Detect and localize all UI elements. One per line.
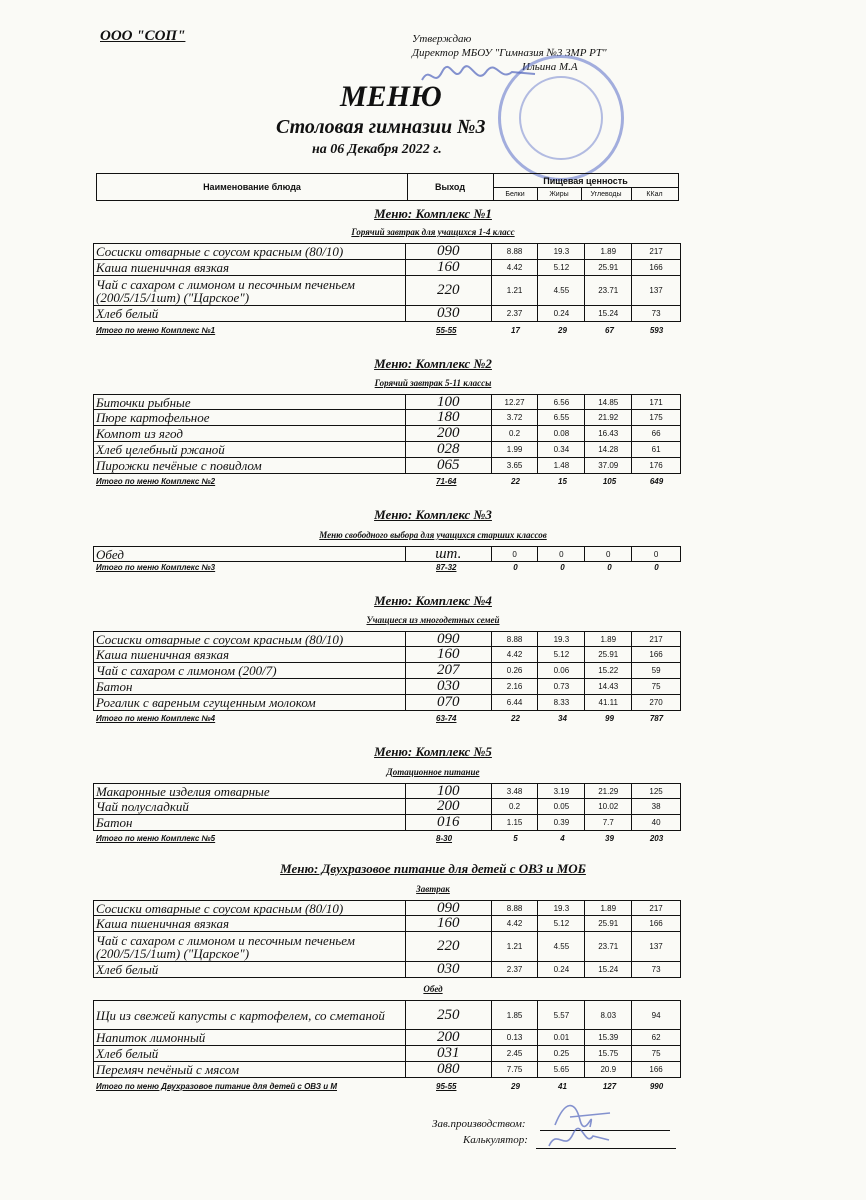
dish-kcal: 73 <box>651 965 661 974</box>
dish-fat: 5.12 <box>538 647 585 662</box>
table-row <box>93 631 681 647</box>
dish-output: 220 <box>406 276 492 305</box>
dish-fat: 1.48 <box>538 458 585 473</box>
total-label: Итого по меню Двухразовое питание для детей с ОВЗ и М <box>96 1082 338 1091</box>
total-price: 55-55 <box>436 326 457 335</box>
dish-name: Чай с сахаром с лимоном (200/7) <box>94 663 406 678</box>
total-kcal: 0 <box>654 563 659 572</box>
dish-output: 090 <box>406 632 492 646</box>
dish-kcal: 62 <box>651 1033 661 1042</box>
dish-fat: 3.19 <box>538 784 585 798</box>
dish-kcal: 38 <box>651 802 661 811</box>
total-price: 71-64 <box>436 477 457 486</box>
dish-table <box>93 243 681 322</box>
dish-fat: 19.3 <box>538 632 585 646</box>
dish-fat: 6.56 <box>538 395 585 409</box>
dish-kcal: 166 <box>649 650 663 659</box>
dish-carbs: 37.09 <box>585 458 632 473</box>
dish-fat: 6.55 <box>538 410 585 425</box>
dish-kcal: 217 <box>649 247 663 256</box>
total-protein: 17 <box>511 326 520 335</box>
table-row <box>93 1030 681 1046</box>
column-protein: Белки <box>493 188 538 200</box>
dish-kcal: 61 <box>651 445 661 454</box>
table-row <box>93 426 681 442</box>
table-row <box>93 962 681 978</box>
total-price: 95-55 <box>436 1082 457 1091</box>
total-fat: 29 <box>558 326 567 335</box>
total-protein: 22 <box>511 714 520 723</box>
dish-carbs: 15.75 <box>585 1046 632 1061</box>
dish-carbs: 10.02 <box>585 799 632 814</box>
dish-output: 160 <box>406 916 492 931</box>
total-fat: 41 <box>558 1082 567 1091</box>
dish-protein: 1.99 <box>492 442 539 457</box>
dish-carbs: 25.91 <box>585 260 632 275</box>
table-row <box>93 799 681 815</box>
total-kcal: 990 <box>649 1082 664 1091</box>
dish-carbs: 23.71 <box>585 932 632 961</box>
dish-fat: 19.3 <box>538 901 585 915</box>
total-protein: 5 <box>513 834 518 843</box>
dish-protein: 0.2 <box>492 426 539 441</box>
total-price: 87-32 <box>436 563 457 572</box>
table-row <box>93 276 681 306</box>
dish-output: 030 <box>406 679 492 694</box>
dish-output: 016 <box>406 815 492 830</box>
dish-output: 250 <box>406 1001 492 1029</box>
section-total <box>96 834 684 846</box>
total-label: Итого по меню Комплекс №3 <box>96 563 216 572</box>
dish-carbs: 14.28 <box>585 442 632 457</box>
table-row <box>93 815 681 831</box>
organization-name: ООО "СОП" <box>100 28 186 44</box>
section-subtitle: Меню свободного выбора для учащихся старших классов <box>319 530 547 540</box>
dish-output: шт. <box>406 547 492 561</box>
table-row <box>93 916 681 932</box>
dish-kcal: 176 <box>649 461 663 470</box>
dish-name: Биточки рыбные <box>94 395 406 409</box>
dish-protein: 8.88 <box>492 632 539 646</box>
dish-output: 030 <box>406 306 492 321</box>
dish-output: 200 <box>406 1030 492 1045</box>
column-kcal: ККал <box>646 190 663 198</box>
table-row <box>93 260 681 276</box>
dish-protein: 4.42 <box>492 260 539 275</box>
dish-protein: 4.42 <box>492 916 539 931</box>
dish-output: 030 <box>406 962 492 977</box>
dish-fat: 19.3 <box>538 244 585 259</box>
page-subtitle: Столовая гимназии №3 <box>276 116 486 138</box>
dish-table <box>93 783 681 831</box>
dish-name: Каша пшеничная вязкая <box>94 647 406 662</box>
dish-protein: 2.16 <box>492 679 539 694</box>
dish-fat: 4.55 <box>538 276 585 305</box>
dish-fat: 0.05 <box>538 799 585 814</box>
dish-name: Батон <box>94 815 406 830</box>
table-row <box>93 394 681 410</box>
section-title: Меню: Комплекс №1 <box>374 206 492 221</box>
column-name: Наименование блюда <box>97 174 408 200</box>
dish-carbs: 41.11 <box>585 695 632 710</box>
column-fat: Жиры <box>537 188 582 200</box>
dish-name: Хлеб белый <box>94 962 406 977</box>
dish-output: 180 <box>406 410 492 425</box>
dish-output: 100 <box>406 395 492 409</box>
dish-name: Сосиски отварные с соусом красным (80/10) <box>94 901 406 915</box>
dish-carbs: 1.89 <box>585 901 632 915</box>
dish-output: 200 <box>406 799 492 814</box>
dish-kcal: 166 <box>649 263 663 272</box>
dish-output: 200 <box>406 426 492 441</box>
menu-date: на 06 Декабря 2022 г. <box>312 142 442 157</box>
dish-carbs: 23.71 <box>585 276 632 305</box>
total-fat: 0 <box>560 563 565 572</box>
calculator-signature <box>545 1122 615 1156</box>
dish-protein: 3.65 <box>492 458 539 473</box>
dish-carbs: 15.22 <box>585 663 632 678</box>
dish-fat: 0.25 <box>538 1046 585 1061</box>
table-row <box>93 663 681 679</box>
dish-carbs: 7.7 <box>585 815 632 830</box>
dish-name: Чай полусладкий <box>94 799 406 814</box>
dish-kcal: 59 <box>651 666 661 675</box>
dish-name: Рогалик с вареным сгущенным молоком <box>94 695 406 710</box>
page-title: МЕНЮ <box>340 80 442 113</box>
dish-output: 220 <box>406 932 492 961</box>
dish-fat: 0 <box>538 547 585 561</box>
dish-kcal: 75 <box>651 1049 661 1058</box>
dish-fat: 4.55 <box>538 932 585 961</box>
table-row <box>93 442 681 458</box>
dish-name: Обед <box>94 547 406 561</box>
dish-carbs: 15.24 <box>585 962 632 977</box>
section-subtitle: Учащиеся из многодетных семей <box>366 615 500 625</box>
table-row <box>93 1062 681 1078</box>
section-subtitle: Горячий завтрак 5-11 классы <box>374 378 492 388</box>
dish-protein: 12.27 <box>492 395 539 409</box>
dish-carbs: 1.89 <box>585 632 632 646</box>
dish-carbs: 14.43 <box>585 679 632 694</box>
dish-protein: 2.37 <box>492 962 539 977</box>
section-total <box>96 326 684 338</box>
table-row <box>93 458 681 474</box>
table-header <box>96 173 679 201</box>
dish-name: Чай с сахаром с лимоном и песочным печеньем (200/5/15/1шт) ("Царское") <box>94 932 406 961</box>
section-subtitle: Горячий завтрак для учащихся 1-4 класс <box>351 227 515 237</box>
table-row <box>93 932 681 962</box>
section-total <box>96 714 684 726</box>
section-total <box>96 1082 684 1094</box>
dish-name: Чай с сахаром с лимоном и песочным печеньем (200/5/15/1шт) ("Царское") <box>94 276 406 305</box>
dish-protein: 0 <box>492 547 539 561</box>
dish-protein: 6.44 <box>492 695 539 710</box>
table-row <box>93 1000 681 1030</box>
table-row <box>93 546 681 562</box>
dish-output: 028 <box>406 442 492 457</box>
dish-protein: 1.21 <box>492 276 539 305</box>
dish-protein: 3.72 <box>492 410 539 425</box>
dish-protein: 1.15 <box>492 815 539 830</box>
dish-name: Макаронные изделия отварные <box>94 784 406 798</box>
total-price: 63-74 <box>436 714 457 723</box>
total-kcal: 649 <box>649 477 664 486</box>
section-subtitle: Дотационное питание <box>386 767 480 777</box>
total-carbs: 39 <box>605 834 614 843</box>
dish-carbs: 15.24 <box>585 306 632 321</box>
section-total <box>96 477 684 489</box>
dish-fat: 5.65 <box>538 1062 585 1077</box>
dish-table <box>93 631 681 711</box>
dish-protein: 2.37 <box>492 306 539 321</box>
dish-table <box>93 1000 681 1078</box>
dish-kcal: 66 <box>651 429 661 438</box>
dish-protein: 7.75 <box>492 1062 539 1077</box>
dish-name: Хлеб целебный ржаной <box>94 442 406 457</box>
approval-line-3: Ильина М.А <box>522 61 578 73</box>
dish-name: Сосиски отварные с соусом красным (80/10) <box>94 244 406 259</box>
section-title: Меню: Комплекс №2 <box>374 356 492 371</box>
dish-name: Перемяч печёный с мясом <box>94 1062 406 1077</box>
dish-name: Хлеб белый <box>94 1046 406 1061</box>
dish-name: Компот из ягод <box>94 426 406 441</box>
total-fat: 15 <box>558 477 567 486</box>
dish-kcal: 0 <box>653 549 659 559</box>
total-fat: 4 <box>560 834 565 843</box>
dish-fat: 0.06 <box>538 663 585 678</box>
column-output: Выход <box>407 174 494 200</box>
dish-kcal: 73 <box>651 309 661 318</box>
dish-carbs: 21.29 <box>585 784 632 798</box>
dish-kcal: 137 <box>649 942 663 951</box>
dish-output: 090 <box>406 901 492 915</box>
total-label: Итого по меню Комплекс №5 <box>96 834 216 843</box>
dish-kcal: 40 <box>651 818 661 827</box>
section-total <box>96 563 684 575</box>
dish-protein: 1.21 <box>492 932 539 961</box>
table-row <box>93 243 681 260</box>
total-protein: 22 <box>511 477 520 486</box>
dish-kcal: 125 <box>649 786 663 796</box>
table-row <box>93 1046 681 1062</box>
dish-fat: 5.12 <box>538 260 585 275</box>
dish-name: Пюре картофельное <box>94 410 406 425</box>
dish-fat: 5.57 <box>538 1001 585 1029</box>
table-row <box>93 695 681 711</box>
dish-kcal: 175 <box>649 413 663 422</box>
table-row <box>93 900 681 916</box>
approval-line-1: Утверждаю <box>412 33 472 45</box>
dish-protein: 2.45 <box>492 1046 539 1061</box>
dish-fat: 0.73 <box>538 679 585 694</box>
dish-protein: 0.13 <box>492 1030 539 1045</box>
dish-output: 031 <box>406 1046 492 1061</box>
dish-protein: 8.88 <box>492 901 539 915</box>
dish-carbs: 0 <box>585 547 632 561</box>
dish-table <box>93 394 681 474</box>
section-title: Меню: Комплекс №3 <box>374 507 492 522</box>
dish-output: 100 <box>406 784 492 798</box>
section-title: Меню: Комплекс №5 <box>374 744 492 759</box>
total-protein: 0 <box>513 563 518 572</box>
dish-kcal: 171 <box>649 397 663 407</box>
dish-carbs: 25.91 <box>585 916 632 931</box>
dish-protein: 0.2 <box>492 799 539 814</box>
dish-carbs: 15.39 <box>585 1030 632 1045</box>
total-kcal: 787 <box>649 714 664 723</box>
dish-carbs: 20.9 <box>585 1062 632 1077</box>
approval-line-2: Директор МБОУ "Гимназия №3 ЗМР РТ" <box>412 47 607 59</box>
total-price: 8-30 <box>436 834 453 843</box>
table-row <box>93 410 681 426</box>
dish-fat: 5.12 <box>538 916 585 931</box>
column-carbs: Углеводы <box>581 188 632 200</box>
table-row <box>93 647 681 663</box>
table-row <box>93 783 681 799</box>
dish-fat: 0.01 <box>538 1030 585 1045</box>
dish-output: 090 <box>406 244 492 259</box>
dish-kcal: 217 <box>649 634 663 644</box>
table-row <box>93 679 681 695</box>
total-protein: 29 <box>511 1082 520 1091</box>
dish-kcal: 217 <box>649 903 663 913</box>
dish-kcal: 94 <box>651 1010 661 1020</box>
calculator-label: Калькулятор: <box>463 1134 528 1146</box>
dish-fat: 8.33 <box>538 695 585 710</box>
dish-protein: 0.26 <box>492 663 539 678</box>
dish-carbs: 25.91 <box>585 647 632 662</box>
dish-output: 160 <box>406 647 492 662</box>
column-nutrition: Пищевая ценность <box>493 174 678 188</box>
dish-carbs: 14.85 <box>585 395 632 409</box>
dish-name: Каша пшеничная вязкая <box>94 916 406 931</box>
dish-name: Щи из свежей капусты с картофелем, со сметаной <box>94 1001 406 1029</box>
total-label: Итого по меню Комплекс №4 <box>96 714 216 723</box>
dish-carbs: 21.92 <box>585 410 632 425</box>
dish-fat: 0.34 <box>538 442 585 457</box>
section-title: Меню: Двухразовое питание для детей с ОВЗ и МОБ <box>280 861 586 876</box>
total-carbs: 0 <box>607 563 612 572</box>
dish-output: 065 <box>406 458 492 473</box>
total-carbs: 99 <box>605 714 614 723</box>
dish-kcal: 166 <box>649 1065 663 1074</box>
total-kcal: 593 <box>649 326 664 335</box>
dish-protein: 8.88 <box>492 244 539 259</box>
dish-output: 160 <box>406 260 492 275</box>
dish-kcal: 166 <box>649 919 663 928</box>
dish-carbs: 1.89 <box>585 244 632 259</box>
dish-protein: 4.42 <box>492 647 539 662</box>
dish-table <box>93 900 681 978</box>
total-kcal: 203 <box>649 834 664 843</box>
lunch-label: Обед <box>423 984 443 994</box>
dish-fat: 0.24 <box>538 306 585 321</box>
section-title: Меню: Комплекс №4 <box>374 593 492 608</box>
dish-protein: 3.48 <box>492 784 539 798</box>
dish-table <box>93 546 681 562</box>
dish-output: 080 <box>406 1062 492 1077</box>
dish-output: 207 <box>406 663 492 678</box>
dish-kcal: 270 <box>649 698 663 707</box>
dish-output: 070 <box>406 695 492 710</box>
dish-name: Пирожки печёные с повидлом <box>94 458 406 473</box>
breakfast-label: Завтрак <box>416 884 450 894</box>
total-carbs: 105 <box>602 477 617 486</box>
dish-name: Батон <box>94 679 406 694</box>
dish-name: Каша пшеничная вязкая <box>94 260 406 275</box>
dish-fat: 0.39 <box>538 815 585 830</box>
dish-carbs: 16.43 <box>585 426 632 441</box>
dish-fat: 0.08 <box>538 426 585 441</box>
total-carbs: 127 <box>602 1082 617 1091</box>
total-label: Итого по меню Комплекс №2 <box>96 477 216 486</box>
dish-protein: 1.85 <box>492 1001 539 1029</box>
total-fat: 34 <box>558 714 567 723</box>
total-carbs: 67 <box>605 326 614 335</box>
dish-name: Хлеб белый <box>94 306 406 321</box>
total-label: Итого по меню Комплекс №1 <box>96 326 216 335</box>
dish-kcal: 137 <box>649 286 663 295</box>
dish-name: Напиток лимонный <box>94 1030 406 1045</box>
dish-name: Сосиски отварные с соусом красным (80/10) <box>94 632 406 646</box>
dish-carbs: 8.03 <box>585 1001 632 1029</box>
dish-fat: 0.24 <box>538 962 585 977</box>
dish-kcal: 75 <box>651 682 661 691</box>
table-row <box>93 306 681 322</box>
production-manager-label: Зав.производством: <box>432 1118 526 1130</box>
